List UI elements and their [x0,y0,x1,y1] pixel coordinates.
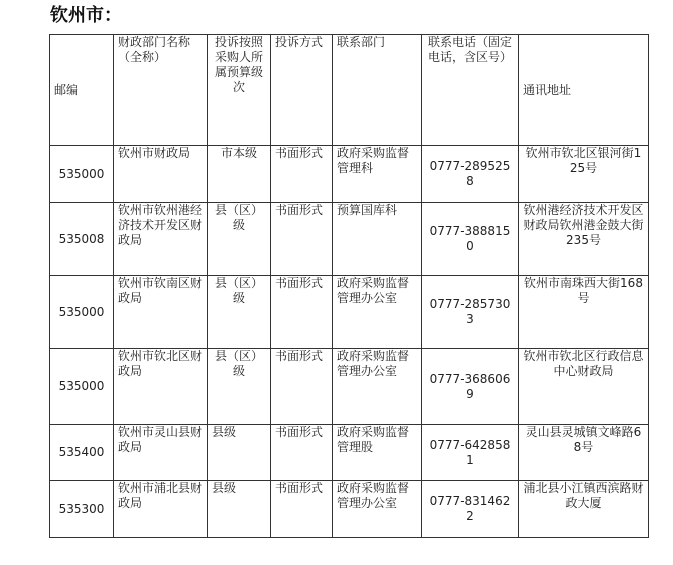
cell-phone: 0777-3686069 [422,349,519,425]
cell-contact: 政府采购监督管理股 [333,425,422,481]
finance-dept-contact-table [49,34,649,538]
cell-postcode: 535000 [50,146,114,203]
cell-postcode: 535000 [50,349,114,425]
cell-phone: 0777-2857303 [422,276,519,349]
cell-method: 书面形式 [271,146,333,203]
header-phone: 联系电话（固定电话，含区号） [422,35,519,146]
cell-level: 市本级 [208,146,271,203]
table-row [50,276,649,349]
cell-method: 书面形式 [271,349,333,425]
table-row [50,203,649,276]
cell-postcode: 535400 [50,425,114,481]
cell-postcode: 535300 [50,481,114,538]
cell-dept: 钦州市钦北区财政局 [114,349,208,425]
cell-contact: 政府采购监督管理办公室 [333,349,422,425]
cell-level: 县（区）级 [208,349,271,425]
cell-method: 书面形式 [271,276,333,349]
cell-address: 灵山县灵城镇文峰路68号 [519,425,649,481]
cell-phone: 0777-3888150 [422,203,519,276]
cell-level: 县（区）级 [208,203,271,276]
cell-dept: 钦州市浦北县财政局 [114,481,208,538]
cell-contact: 政府采购监督管理办公室 [333,481,422,538]
cell-method: 书面形式 [271,425,333,481]
table-row [50,349,649,425]
header-postcode: 邮编 [50,35,114,146]
cell-contact: 预算国库科 [333,203,422,276]
cell-level: 县级 [208,481,271,538]
cell-level: 县级 [208,425,271,481]
cell-contact: 政府采购监督管理办公室 [333,276,422,349]
header-level: 投诉按照采购人所属预算级次 [208,35,271,146]
cell-dept: 钦州市钦州港经济技术开发区财政局 [114,203,208,276]
cell-method: 书面形式 [271,203,333,276]
cell-address: 钦州港经济技术开发区财政局钦州港金鼓大街235号 [519,203,649,276]
cell-phone: 0777-8314622 [422,481,519,538]
cell-postcode: 535000 [50,276,114,349]
page-title: 钦州市： [50,5,122,26]
cell-method: 书面形式 [271,481,333,538]
cell-level: 县（区）级 [208,276,271,349]
cell-phone: 0777-6428581 [422,425,519,481]
header-contact: 联系部门 [333,35,422,146]
header-address: 通讯地址 [519,35,649,146]
cell-contact: 政府采购监督管理科 [333,146,422,203]
header-method: 投诉方式 [271,35,333,146]
table-header-row [50,35,649,146]
cell-address: 钦州市钦北区行政信息中心财政局 [519,349,649,425]
cell-dept: 钦州市财政局 [114,146,208,203]
header-dept: 财政部门名称（全称） [114,35,208,146]
cell-address: 钦州市南珠西大街168号 [519,276,649,349]
table-row [50,146,649,203]
table-row [50,425,649,481]
cell-postcode: 535008 [50,203,114,276]
cell-dept: 钦州市灵山县财政局 [114,425,208,481]
cell-phone: 0777-2895258 [422,146,519,203]
cell-address: 浦北县小江镇西滨路财政大厦 [519,481,649,538]
cell-address: 钦州市钦北区银河街125号 [519,146,649,203]
table-row [50,481,649,538]
cell-dept: 钦州市钦南区财政局 [114,276,208,349]
